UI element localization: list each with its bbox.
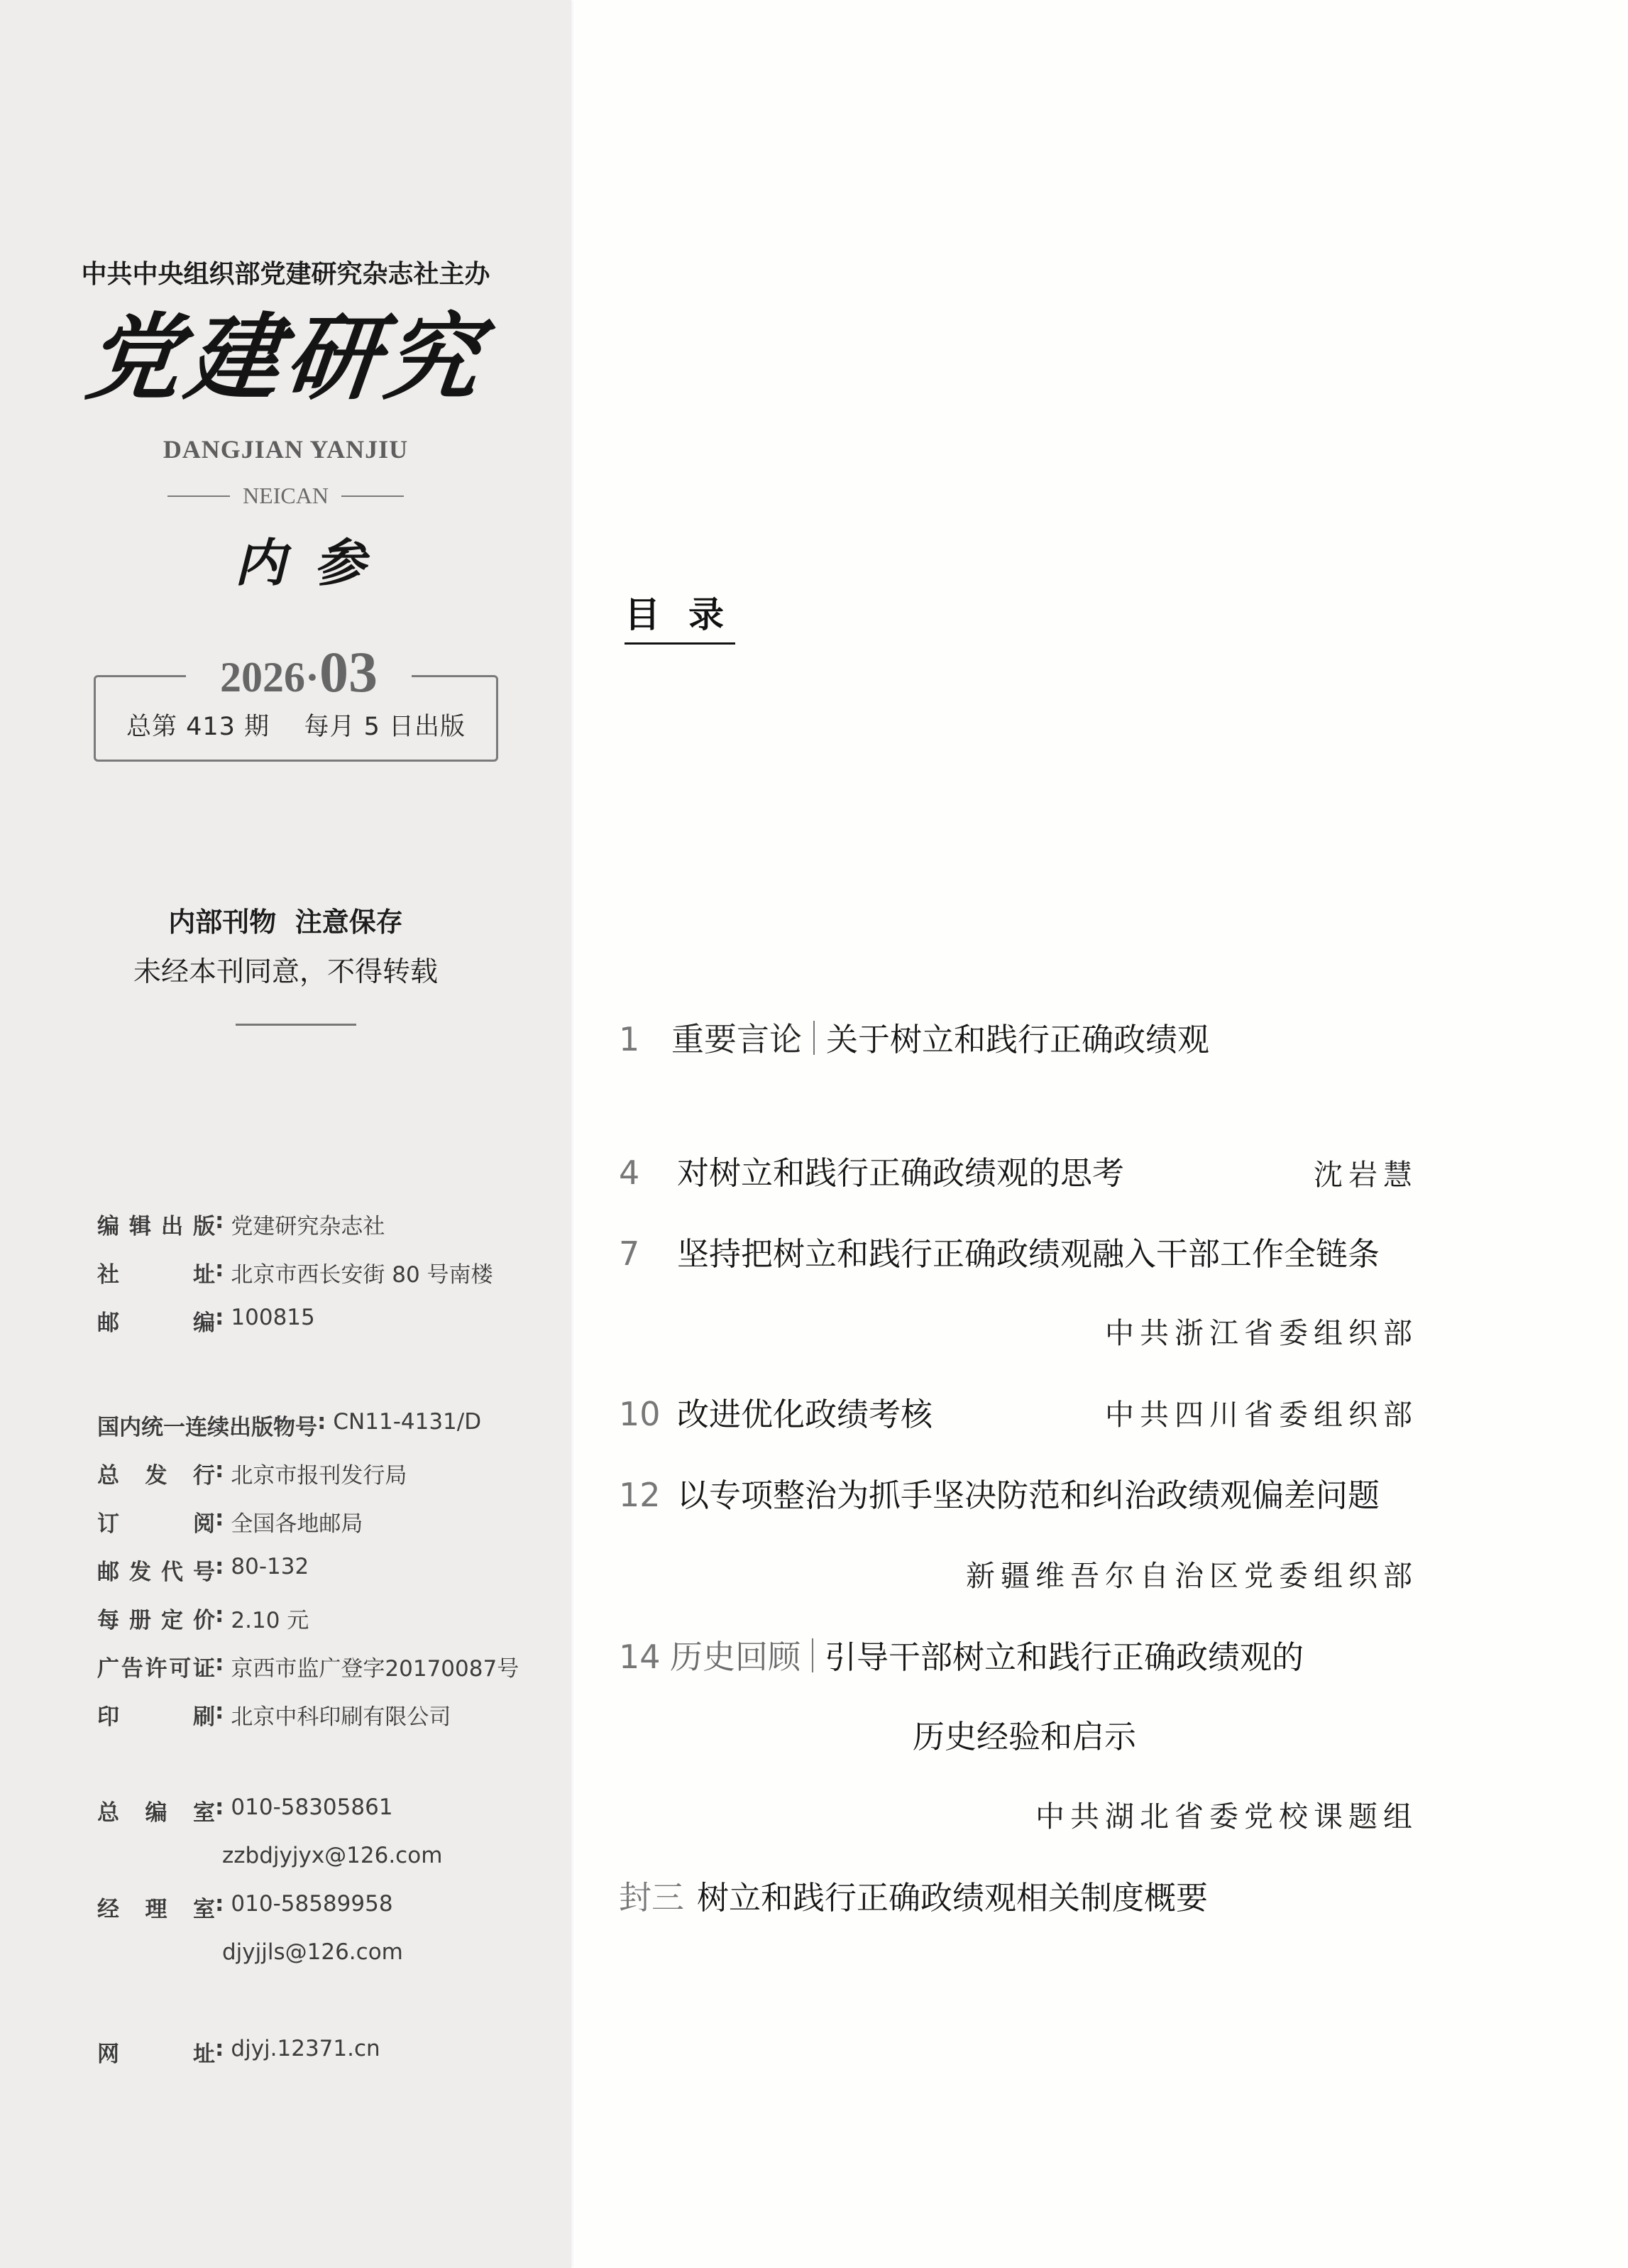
toc-page: 1 [619,1020,640,1058]
email-link[interactable]: zzbdjyjyx@126.com [222,1843,443,1868]
info-price: 每册定价 : 2.10 元 [97,1602,309,1633]
toc-heading: 目录 [625,594,752,635]
issue-number-line [94,707,498,743]
info-manager-email[interactable] [97,1939,403,1965]
issue-dot: · [304,654,319,701]
journal-title-calligraphy: 党建研究 [81,303,490,413]
toc-author: 中共湖北省委党校课题组 [1035,1799,1418,1834]
divider-left [167,495,230,497]
toc-item[interactable] [619,1014,1209,1061]
toc-item[interactable] [619,1388,933,1435]
toc-author: 中共浙江省委组织部 [1105,1316,1418,1350]
toc-page: 4 [619,1154,640,1192]
notice-reprint: 未经本刊同意，不得转载 [133,956,438,988]
info-ad-license: 广告许可证 : 京西市监广登字20170087号 [97,1650,519,1682]
toc-page: 封三 [619,1878,684,1917]
issue-number-text: 总第 413 期 每月 5 日出版 [126,713,466,741]
notice-internal [0,900,571,939]
toc-separator [812,1638,813,1672]
info-website: 网址 : djyj.12371.cn [97,2036,380,2067]
issue-date [186,639,412,706]
neican-label-row [0,483,571,509]
sponsor-line: 中共中央组织部党建研究杂志社主办 [81,260,490,289]
journal-title-pinyin: DANGJIAN YANJIU [163,435,409,464]
info-distributor: 总发行 : 北京市报刊发行局 [97,1457,407,1489]
toc-page: 7 [619,1234,640,1273]
toc-page: 10 [619,1395,661,1433]
info-subscription: 订阅 : 全国各地邮局 [97,1506,363,1537]
toc-item[interactable] [619,1872,1208,1919]
toc-section: 历史回顾 [670,1638,801,1676]
neican-english: NEICAN [243,483,329,508]
toc-item[interactable] [619,1469,1380,1516]
issue-month: 03 [319,640,378,704]
toc-separator [813,1021,815,1055]
notice-internal-text: 内部刊物 注意保存 [168,906,403,938]
toc-page: 14 [619,1638,661,1676]
info-address: 社址 : 北京市西长安街 80 号南楼 [97,1256,493,1288]
toc-title: 树立和践行正确政绩观相关制度概要 [697,1879,1209,1917]
issue-year: 2026 [219,654,305,701]
info-serial-number: 国内统一连续出版物号 : CN11-4131/D [97,1409,482,1440]
info-manager-phone: 经理室 : 010-58589958 [97,1891,393,1922]
toc-heading-underline [625,642,735,645]
divider-right [341,495,404,497]
notice-divider [236,1024,356,1026]
info-printer: 印刷 : 北京中科印刷有限公司 [97,1699,451,1730]
website-link[interactable]: djyj.12371.cn [231,2036,380,2061]
toc-title: 以专项整治为抓手坚决防范和纠治政绩观偏差问题 [677,1477,1380,1514]
toc-section: 重要言论 [671,1020,802,1058]
email-link[interactable]: djyjjls@126.com [222,1939,403,1965]
info-chief-editor-email[interactable] [97,1843,442,1868]
toc-title: 坚持把树立和践行正确政绩观融入干部工作全链条 [677,1235,1380,1273]
toc-item[interactable] [619,1228,1380,1274]
toc-author: 沈岩慧 [1314,1158,1418,1192]
toc-title: 引导干部树立和践行正确政绩观的 [825,1638,1304,1676]
info-postal-code: 邮发代号 : 80-132 [97,1554,309,1585]
toc-page: 12 [619,1476,661,1514]
info-chief-editor-phone: 总编室 : 010-58305861 [97,1795,393,1826]
toc-item[interactable] [619,1631,1304,1678]
toc-author: 新疆维吾尔自治区党委组织部 [966,1559,1418,1593]
toc-author: 中共四川省委组织部 [1105,1398,1418,1432]
neican-chinese: 内参 [234,532,394,593]
toc-title-continued: 历史经验和启示 [913,1718,1137,1755]
info-postcode: 邮编 : 100815 [97,1305,315,1336]
toc-item[interactable] [619,1147,1124,1193]
toc-title: 关于树立和践行正确政绩观 [826,1021,1210,1058]
toc-title: 对树立和践行正确政绩观的思考 [677,1154,1125,1192]
info-editor-publisher: 编辑出版 : 党建研究杂志社 [97,1208,385,1239]
toc-title: 改进优化政绩考核 [677,1396,933,1433]
